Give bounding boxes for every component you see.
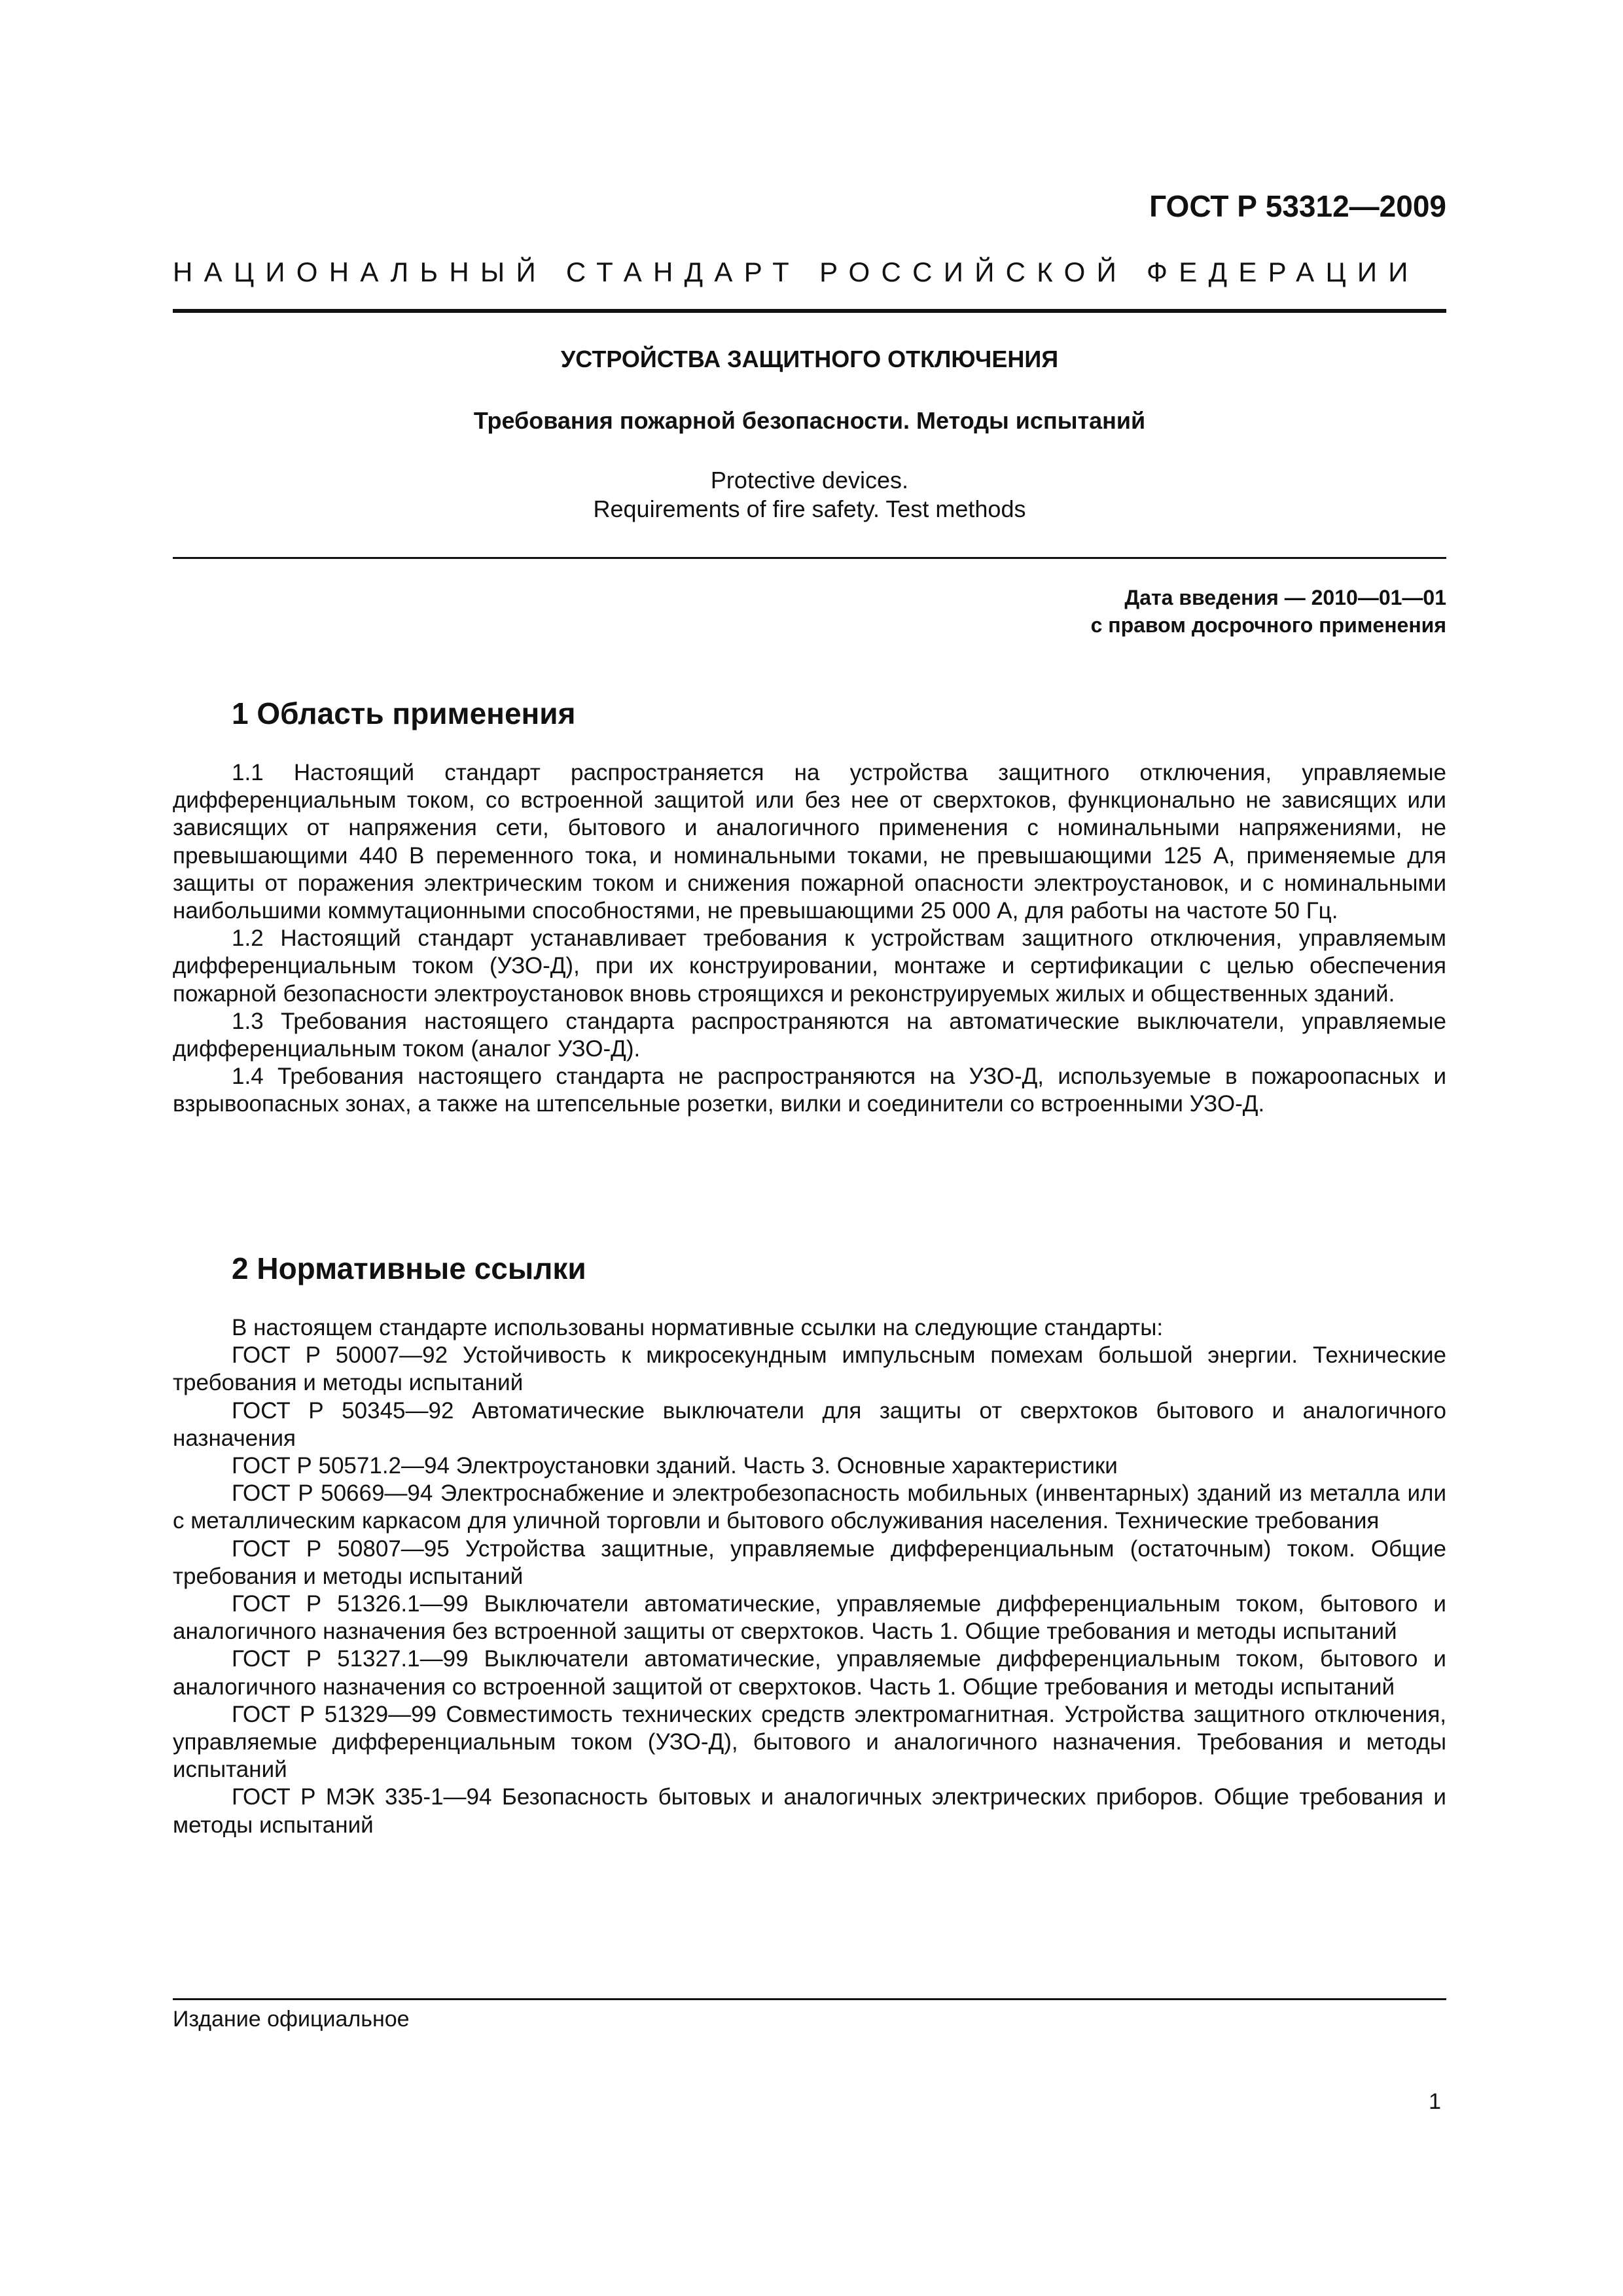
footer-divider <box>173 1998 1446 2000</box>
paragraph-1-2: 1.2 Настоящий стандарт устанавливает требования к устройствам защитного отключения, управляемым дифференциальным током (УЗО-Д), при их конструировании, монтаже и сертификации с целью обеспечения пожарной безопасности электроустановок вновь строящихся и реконструируемых жилых и общественных зданий. <box>173 925 1446 1007</box>
reference-item: ГОСТ Р 51329—99 Совместимость технических средств электромагнитная. Устройства защитного отключения, управляемые дифференциальным током (УЗО-Д), бытового и аналогичного назначения. Требования и методы испытаний <box>173 1701 1446 1783</box>
reference-item: ГОСТ Р 50345—92 Автоматические выключатели для защиты от сверхтоков бытового и аналогичного назначения <box>173 1397 1446 1451</box>
section-scope <box>173 695 1446 1119</box>
document-subtitle: Требования пожарной безопасности. Методы испытаний <box>473 407 1146 434</box>
title-divider <box>173 557 1446 559</box>
document-title: УСТРОЙСТВА ЗАЩИТНОГО ОТКЛЮЧЕНИЯ <box>560 346 1059 372</box>
section-1-body <box>173 759 1446 1119</box>
national-standard-banner: НАЦИОНАЛЬНЫЙ СТАНДАРТ РОССИЙСКОЙ ФЕДЕРАЦИИ <box>173 257 1419 287</box>
page-number: 1 <box>1429 2089 1441 2114</box>
reference-item: ГОСТ Р 51326.1—99 Выключатели автоматические, управляемые дифференциальным током, бытового и аналогичного назначения без встроенной защиты от сверхтоков. Часть 1. Общие требования и методы испытаний <box>173 1591 1446 1645</box>
reference-item: ГОСТ Р 50007—92 Устойчивость к микросекундным импульсным помехам большой энергии. Технические требования и методы испытаний <box>173 1342 1446 1396</box>
reference-item: ГОСТ Р 50669—94 Электроснабжение и электробезопасность мобильных (инвентарных) зданий из металла или с металлическим каркасом для уличной торговли и бытового обслуживания населения. Технические требования <box>173 1480 1446 1534</box>
reference-item: ГОСТ Р МЭК 335-1—94 Безопасность бытовых и аналогичных электрических приборов. Общие требования и методы испытаний <box>173 1784 1446 1838</box>
paragraph-1-1: 1.1 Настоящий стандарт распространяется на устройства защитного отключения, управляемые дифференциальным током, со встроенной защитой или без нее от сверхтоков, функционально не зависящих или зависящих от напряжения сети, бытового и аналогичного применения с номинальными напряжениями, не превышающими 440 В переменного тока, и номинальными токами, не превышающими 125 А, применяемые для защиты от поражения электрическим током и снижения пожарной опасности электроустановок, и с номинальными наибольшими коммутационными способностями, не превышающими 25 000 А, для работы на частоте 50 Гц. <box>173 760 1446 924</box>
introduction-date-block <box>1091 584 1446 639</box>
header-divider <box>173 309 1446 313</box>
paragraph-1-4: 1.4 Требования настоящего стандарта не распространяются на УЗО-Д, используемые в пожароопасных и взрывоопасных зонах, а также на штепсельные розетки, вилки и соединители со встроенными УЗО-Д. <box>173 1064 1446 1117</box>
reference-item: ГОСТ Р 50807—95 Устройства защитные, управляемые дифференциальным (остаточным) током. Общие требования и методы испытаний <box>173 1535 1446 1589</box>
official-edition-note: Издание официальное <box>173 2007 410 2032</box>
english-title-line-1: Protective devices. <box>710 467 909 493</box>
english-title-line-2: Requirements of fire safety. Test methods <box>593 495 1026 522</box>
paragraph-1-3: 1.3 Требования настоящего стандарта распространяются на автоматические выключатели, управляемые дифференциальным током (аналог УЗО-Д). <box>173 1008 1446 1062</box>
section-2-body <box>173 1314 1446 1839</box>
section-1-heading: 1 Область применения <box>232 696 576 730</box>
early-application-note: с правом досрочного применения <box>1090 613 1446 637</box>
reference-item: ГОСТ Р 51327.1—99 Выключатели автоматические, управляемые дифференциальным током, бытового и аналогичного назначения со встроенной защитой от сверхтоков. Часть 1. Общие требования и методы испытаний <box>173 1646 1446 1700</box>
gost-number: ГОСТ Р 53312—2009 <box>1149 189 1446 223</box>
section-2-heading: 2 Нормативные ссылки <box>232 1251 586 1285</box>
section-normative-references <box>173 1250 1446 1839</box>
reference-item: ГОСТ Р 50571.2—94 Электроустановки зданий. Часть 3. Основные характеристики <box>232 1453 1118 1479</box>
references-intro: В настоящем стандарте использованы нормативные ссылки на следующие стандарты: <box>232 1315 1164 1340</box>
introduction-date: Дата введения — 2010—01—01 <box>1124 586 1446 609</box>
english-title <box>173 466 1446 524</box>
